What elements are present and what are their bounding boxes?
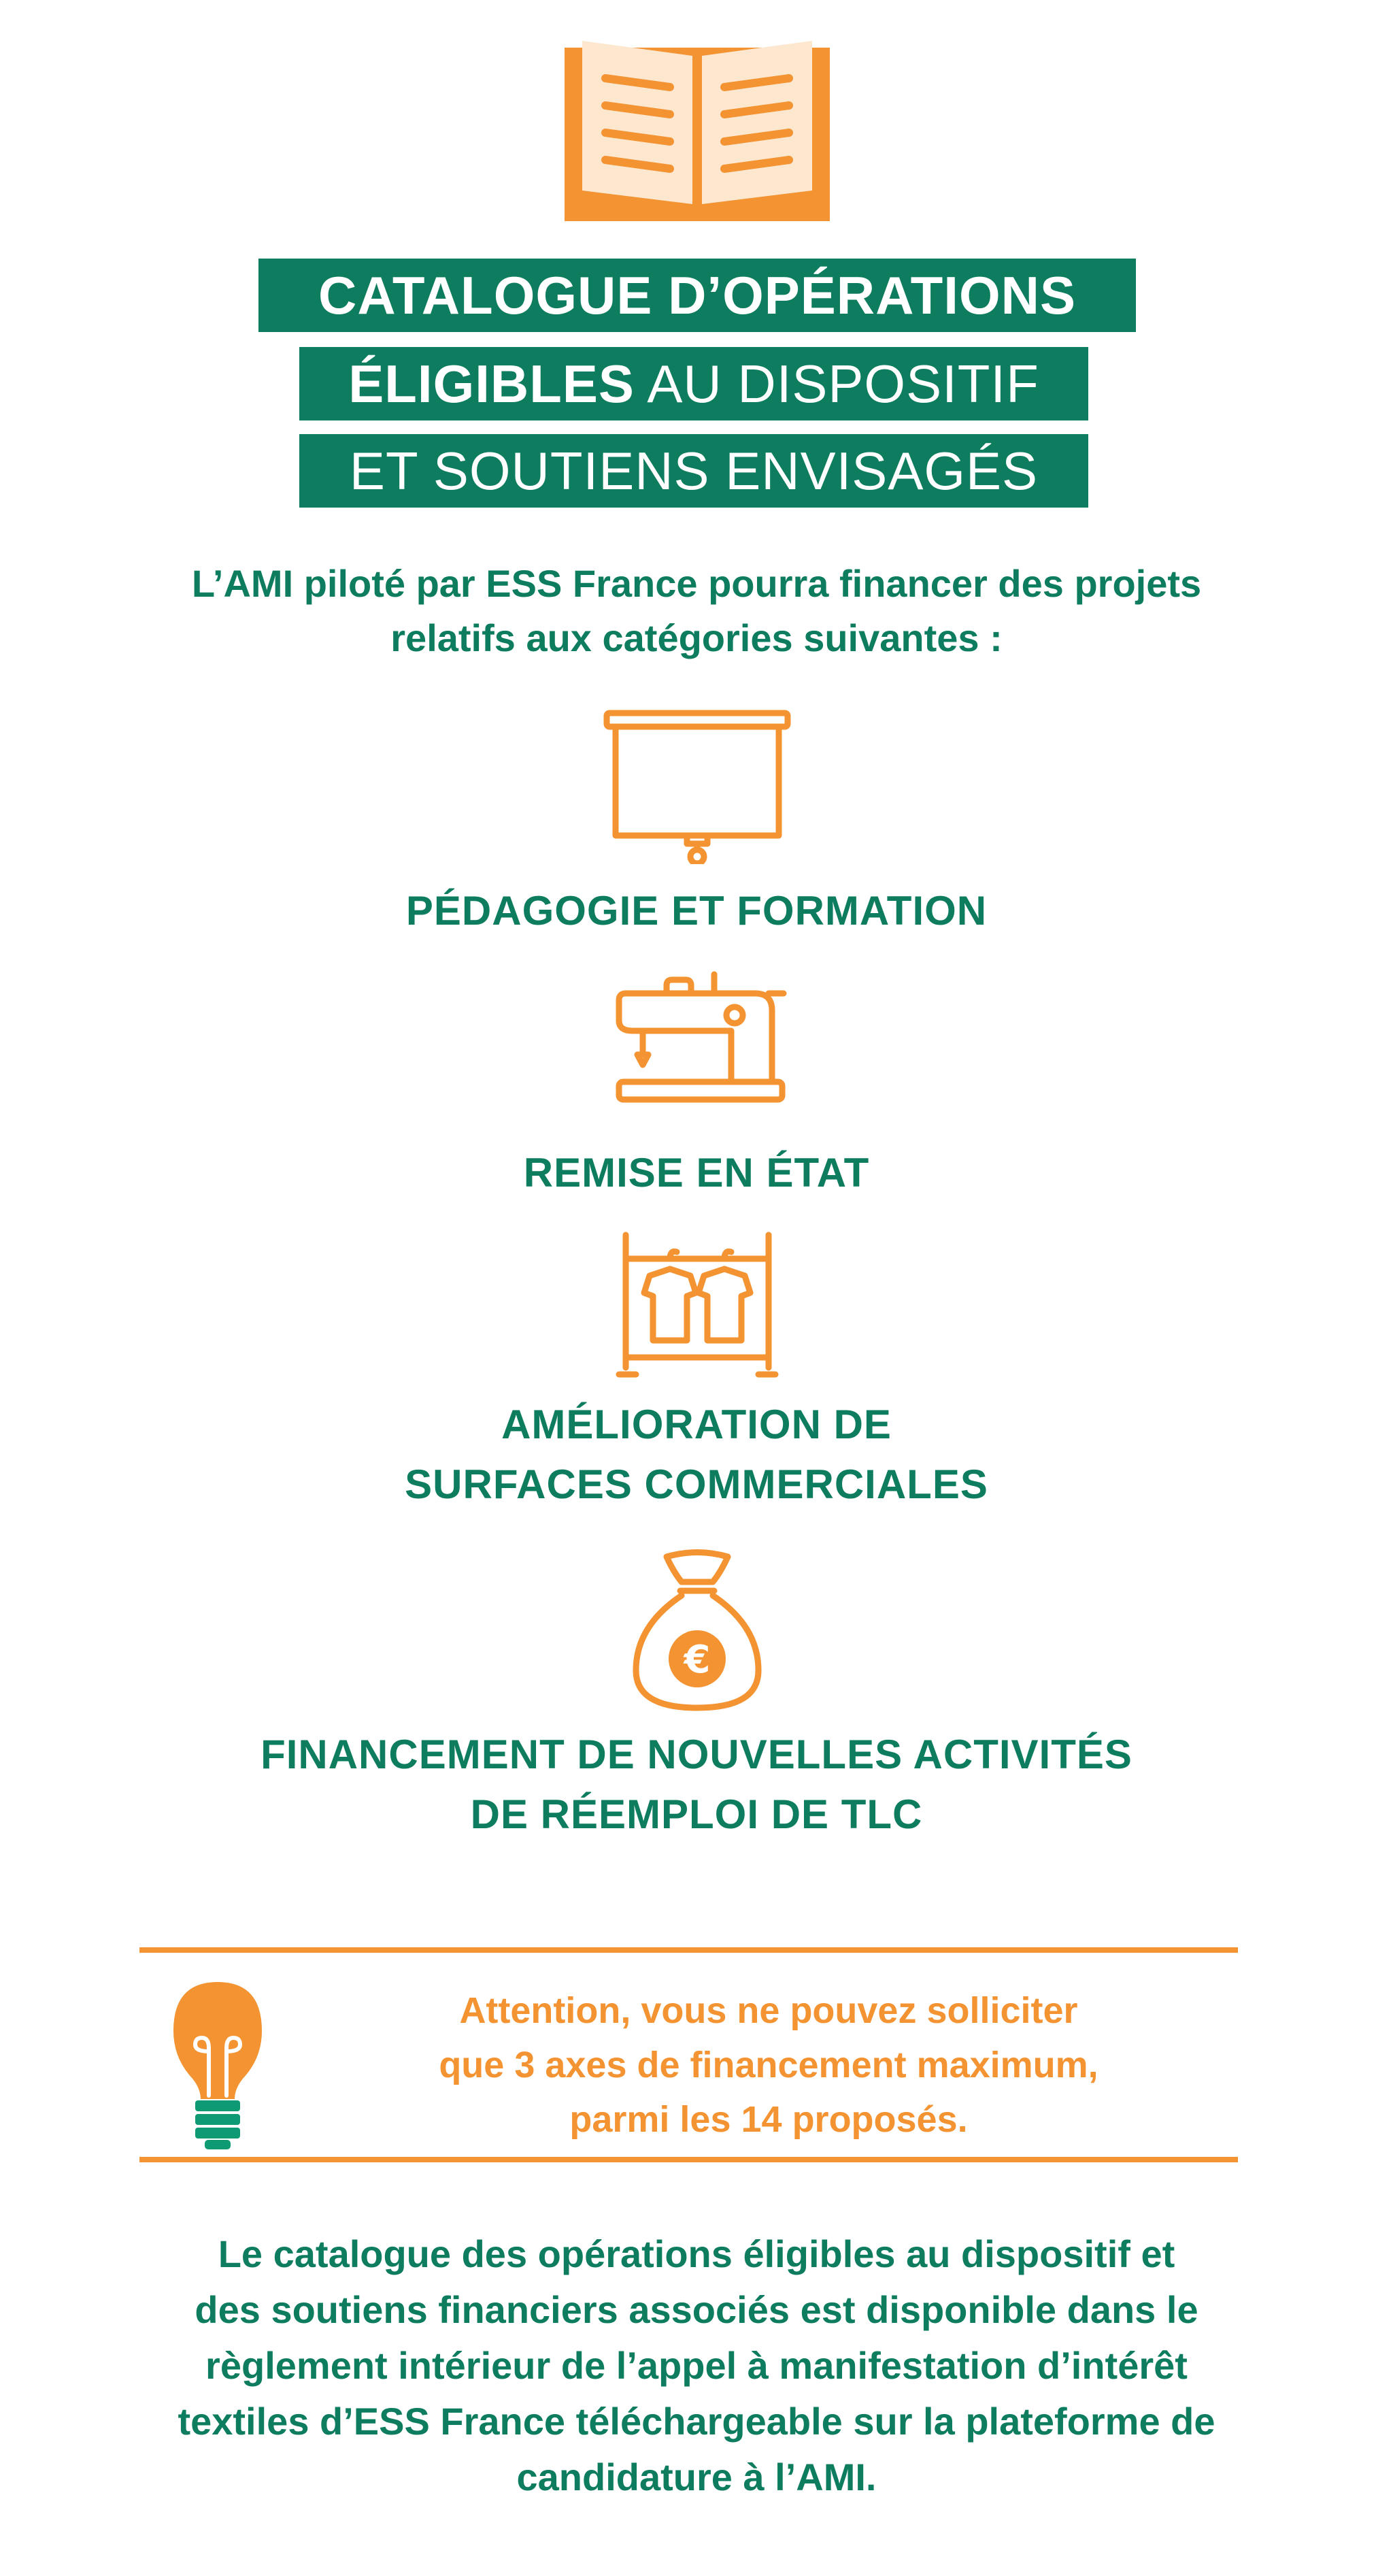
outro-line5: candidature à l’AMI.: [516, 2456, 877, 2498]
title-banner-line1: [258, 259, 1136, 332]
intro-line1: L’AMI piloté par ESS France pourra financer des projets: [191, 562, 1202, 605]
outro-line2: des soutiens financiers associés est disponible dans le: [195, 2288, 1198, 2331]
outro-text: [0, 2226, 1393, 2505]
money-bag-euro-icon: [626, 1545, 769, 1715]
intro-line2: relatifs aux catégories suivantes :: [390, 616, 1003, 659]
intro-text: [0, 557, 1393, 665]
category-3-line1: AMÉLIORATION DE: [501, 1402, 892, 1447]
category-3-label: [0, 1395, 1393, 1515]
notice-line2: que 3 axes de financement maximum,: [439, 2045, 1098, 2085]
title-line1: CATALOGUE D’OPÉRATIONS: [318, 265, 1076, 325]
category-4-line2: DE RÉEMPLOI DE TLC: [470, 1791, 923, 1837]
title-line2-rest: AU DISPOSITIF: [634, 354, 1039, 414]
notice-line3: parmi les 14 proposés.: [569, 2099, 968, 2140]
category-4-label: [0, 1725, 1393, 1845]
category-1-label: [0, 881, 1393, 941]
title-line2-bold: ÉLIGIBLES: [348, 354, 635, 414]
projector-screen-icon: [599, 708, 796, 864]
open-book-icon: [565, 41, 830, 221]
clothes-rack-icon: [616, 1228, 779, 1385]
sewing-machine-icon: [605, 966, 789, 1123]
category-1-line1: PÉDAGOGIE ET FORMATION: [405, 888, 988, 934]
category-2-line1: REMISE EN ÉTAT: [523, 1150, 870, 1195]
notice-bottom-rule: [139, 2157, 1238, 2162]
outro-line4: textiles d’ESS France téléchargeable sur la plateforme de: [178, 2400, 1215, 2443]
title-banner-line3: [299, 434, 1088, 508]
notice-line1: Attention, vous ne pouvez solliciter: [459, 1990, 1078, 2031]
title-banner-line2: [299, 347, 1088, 420]
category-2-label: [0, 1143, 1393, 1203]
lightbulb-icon: [167, 1977, 269, 2153]
outro-line3: règlement intérieur de l’appel à manifestation d’intérêt: [205, 2344, 1188, 2387]
notice-top-rule: [139, 1947, 1238, 1953]
category-3-line2: SURFACES COMMERCIALES: [405, 1462, 988, 1507]
euro-sign-icon: €: [684, 1638, 711, 1682]
title-line3: ET SOUTIENS ENVISAGÉS: [349, 441, 1039, 501]
outro-line1: Le catalogue des opérations éligibles au dispositif et: [218, 2232, 1175, 2275]
notice-text: [258, 1983, 1279, 2147]
category-4-line1: FINANCEMENT DE NOUVELLES ACTIVITÉS: [261, 1732, 1132, 1777]
